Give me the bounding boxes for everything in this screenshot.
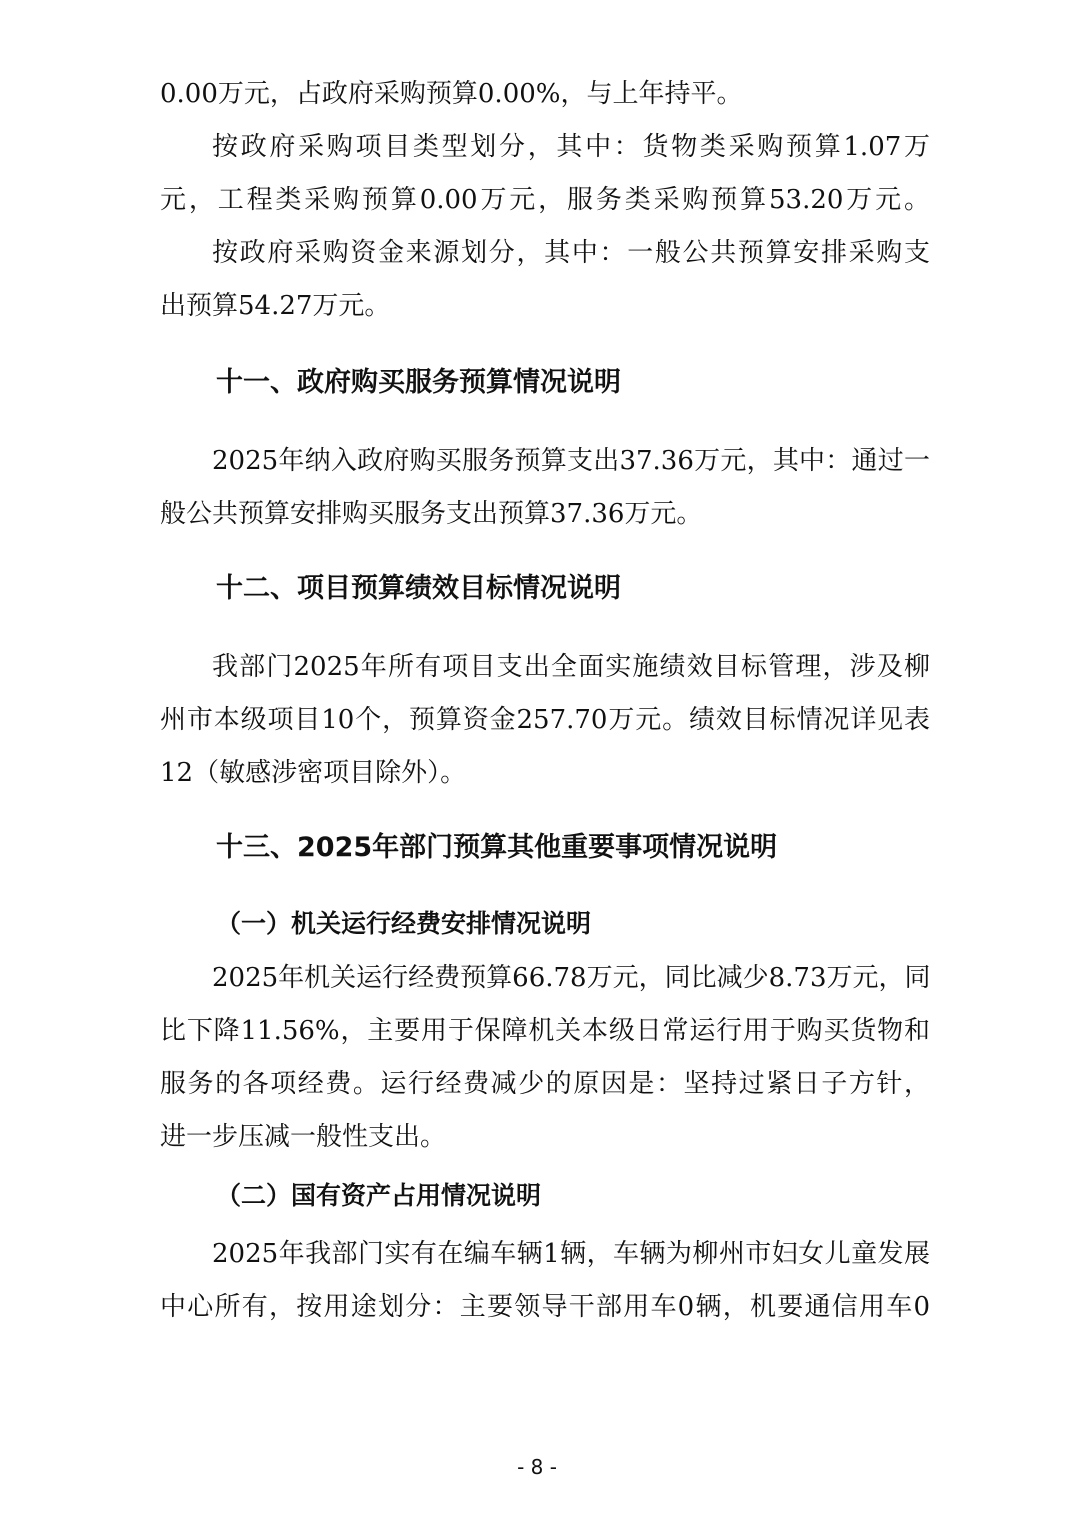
paragraph-line: 比下降11.56%，主要用于保障机关本级日常运行用于购买货物和 — [160, 1016, 930, 1046]
section-heading: 十三、2025年部门预算其他重要事项情况说明 — [216, 832, 778, 863]
paragraph-line: 按政府采购资金来源划分，其中：一般公共预算安排采购支 — [212, 238, 930, 268]
paragraph-line: 服务的各项经费。运行经费减少的原因是：坚持过紧日子方针， — [160, 1069, 930, 1099]
paragraph-line: 12（敏感涉密项目除外）。 — [160, 758, 467, 788]
subsection-heading: （一）机关运行经费安排情况说明 — [216, 909, 592, 938]
paragraph-line: 2025年纳入政府购买服务预算支出37.36万元，其中：通过一 — [212, 446, 930, 476]
paragraph-line: 2025年我部门实有在编车辆1辆，车辆为柳州市妇女儿童发展 — [212, 1239, 930, 1269]
section-heading: 十二、项目预算绩效目标情况说明 — [216, 573, 621, 604]
paragraph-line: 2025年机关运行经费预算66.78万元，同比减少8.73万元，同 — [212, 963, 931, 993]
paragraph-line: 州市本级项目10个，预算资金257.70万元。绩效目标情况详见表 — [160, 705, 930, 735]
subsection-heading: （二）国有资产占用情况说明 — [216, 1181, 542, 1210]
paragraph-line: 般公共预算安排购买服务支出预算37.36万元。 — [160, 499, 703, 529]
paragraph-line: 出预算54.27万元。 — [160, 291, 391, 321]
paragraph-line: 元，工程类采购预算0.00万元，服务类采购预算53.20万元。 — [160, 185, 930, 215]
section-heading: 十一、政府购买服务预算情况说明 — [216, 367, 621, 398]
paragraph-line: 进一步压减一般性支出。 — [160, 1122, 447, 1152]
paragraph-line: 中心所有，按用途划分：主要领导干部用车0辆，机要通信用车0 — [160, 1292, 930, 1322]
paragraph-line: 按政府采购项目类型划分，其中：货物类采购预算1.07万 — [212, 132, 930, 162]
page-number: - 8 - — [517, 1455, 557, 1479]
paragraph-line: 0.00万元，占政府采购预算0.00%，与上年持平。 — [160, 79, 743, 109]
paragraph-line: 我部门2025年所有项目支出全面实施绩效目标管理，涉及柳 — [212, 652, 930, 682]
